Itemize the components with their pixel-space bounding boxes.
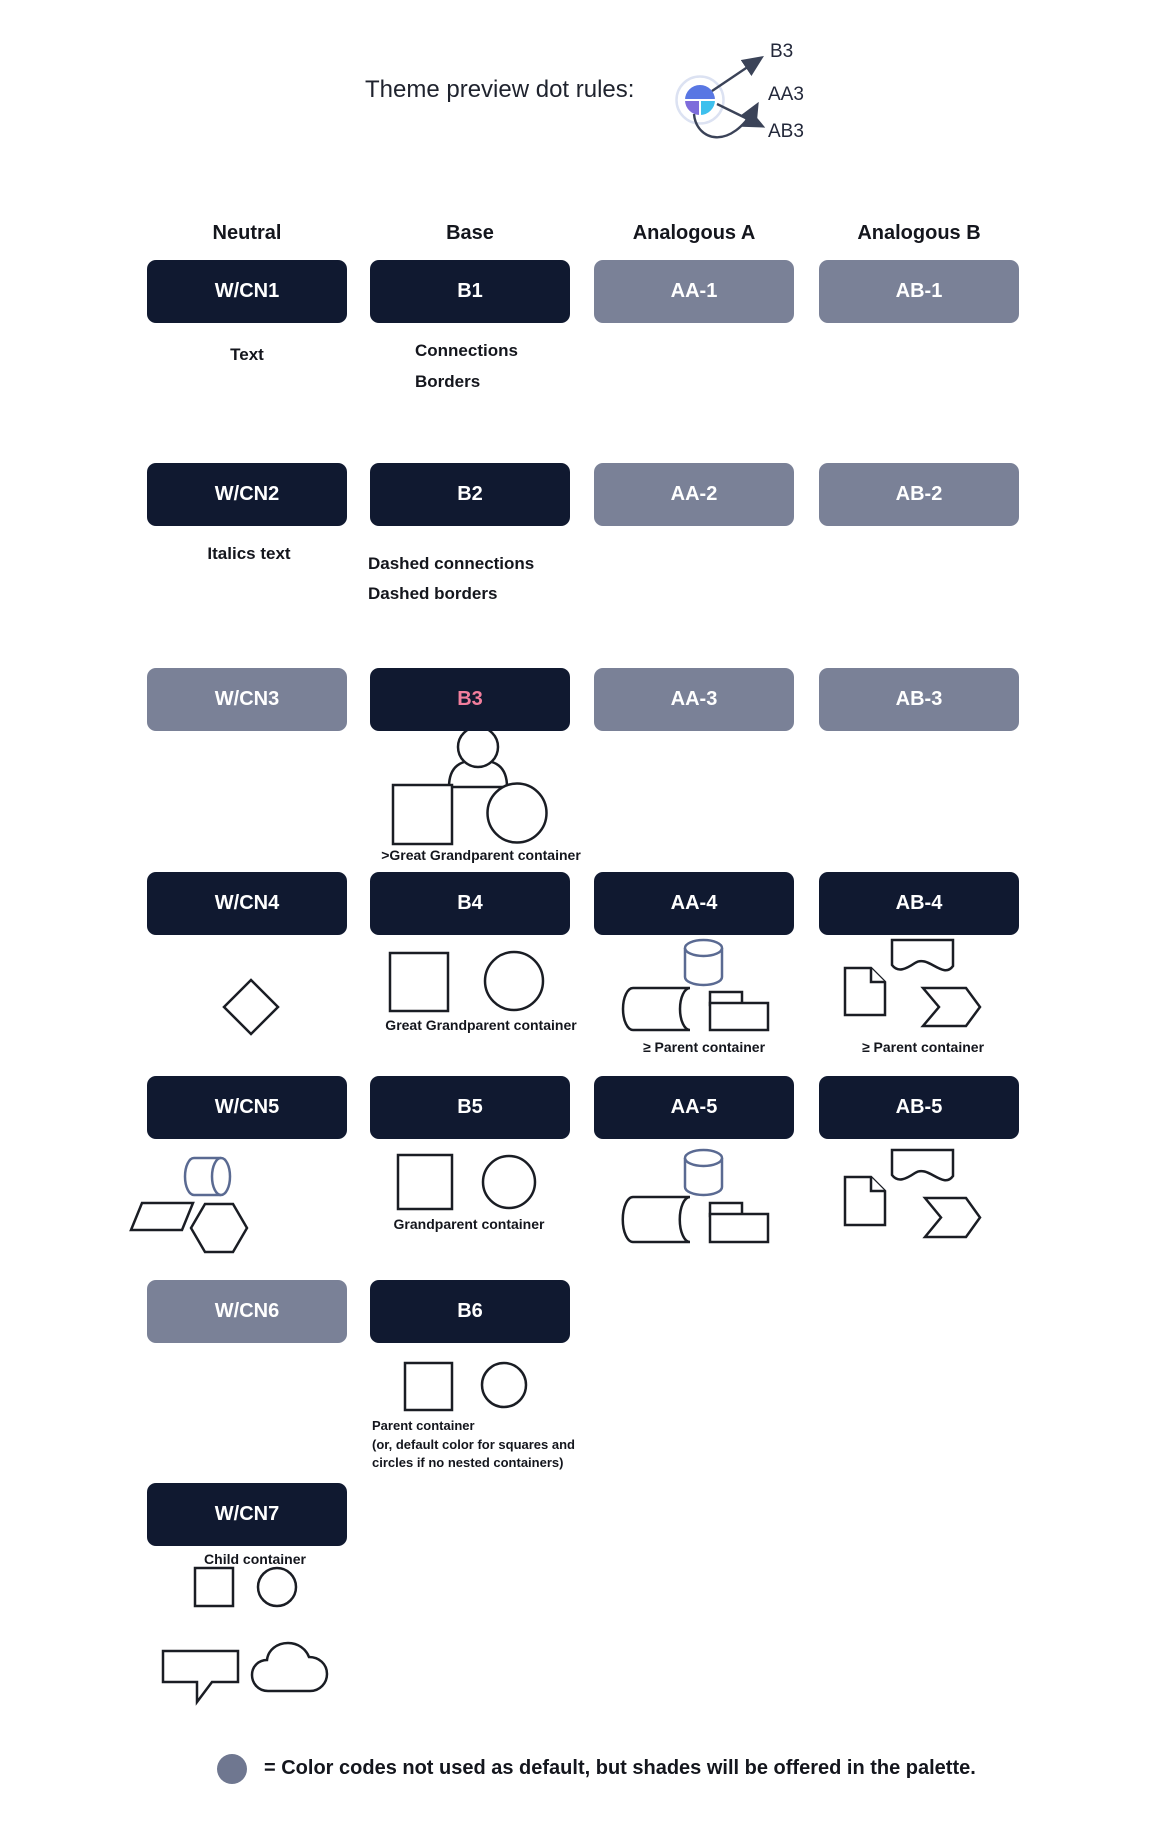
dot-segment-base [684,84,716,100]
swatch-ab3: AB-3 [819,668,1019,731]
ab5-shape-group [845,1150,980,1237]
note-aa4: ≥ Parent container [642,1039,766,1055]
legend-dot-icon [217,1754,247,1784]
swatch-aa2: AA-2 [594,463,794,526]
circle-shape [485,952,543,1010]
swatch-ab1: AB-1 [819,260,1019,323]
legend-text: = Color codes not used as default, but shades will be offered in the palette. [264,1757,976,1779]
note-b2-line1: Dashed connections [368,554,535,573]
square-shape [195,1568,233,1606]
note-wcn1: Text [230,345,264,364]
swatch-wcn3: W/CN3 [147,668,347,731]
parallelogram-shape [131,1203,193,1230]
dot-label-b3: B3 [770,41,794,62]
document-shape [845,968,885,1015]
column-header-neutral: Neutral [212,222,282,244]
person-head-icon [458,727,498,767]
square-shape [393,785,452,844]
hexagon-shape [191,1204,247,1252]
cloud-shape [252,1643,327,1691]
chevron-shape [925,1198,980,1237]
dot-label-ab3: AB3 [768,121,804,142]
person-icon [449,760,507,787]
square-shape [398,1155,452,1209]
folder-shape [710,992,768,1030]
swatch-aa4: AA-4 [594,872,794,935]
column-header-base: Base [446,222,494,244]
note-wcn7: Child container [204,1551,306,1567]
dot-ring [677,77,724,124]
circle-shape [482,1363,526,1407]
swatch-b3: B3 [370,668,570,731]
horizontal-cylinder-icon [185,1158,230,1195]
swatch-b4: B4 [370,872,570,935]
cylinder-icon [685,940,722,985]
arrow-to-aa3-icon [694,105,757,137]
page-title: Theme preview dot rules: [365,76,635,103]
stored-data-shape [623,988,690,1030]
swatch-ab5: AB-5 [819,1076,1019,1139]
swatch-wcn2: W/CN2 [147,463,347,526]
document-fold-icon [871,1177,885,1191]
cylinder-icon [685,1150,722,1195]
circle-shape [258,1568,296,1606]
swatch-b6: B6 [370,1280,570,1343]
b4-shape-group [390,952,543,1011]
column-header-analogous-b: Analogous B [857,222,981,244]
wave-flag-shape [892,940,953,970]
square-shape [405,1363,452,1410]
diamond-shape [224,980,278,1034]
note-b4: Great Grandparent container [385,1017,577,1033]
swatch-ab4: AB-4 [819,872,1019,935]
stored-data-shape [623,1197,690,1242]
wave-flag-shape [892,1150,953,1180]
swatch-ab2: AB-2 [819,463,1019,526]
circle-shape [483,1156,535,1208]
theme-preview-dot-icon [677,77,724,124]
dot-segment-analogous-a [684,100,700,116]
swatch-wcn7: W/CN7 [147,1483,347,1546]
ab4-shape-group [845,940,980,1026]
note-b2-line2: Dashed borders [368,584,498,603]
arrow-to-b3-icon [712,58,761,91]
note-wcn2: Italics text [207,544,291,563]
swatch-aa5: AA-5 [594,1076,794,1139]
note-b1-line2: Borders [415,372,481,391]
document-fold-icon [871,968,885,982]
dot-label-aa3: AA3 [768,84,804,105]
swatch-b2: B2 [370,463,570,526]
aa4-shape-group [623,940,768,1030]
swatch-wcn4: W/CN4 [147,872,347,935]
note-b6-line2: (or, default color for squares and [372,1437,575,1452]
note-b6-line1: Parent container [372,1418,475,1433]
wcn7-shape-group [163,1568,327,1702]
wcn5-shape-group [131,1158,247,1252]
swatch-aa3: AA-3 [594,668,794,731]
swatch-aa1: AA-1 [594,260,794,323]
b3-shape-group [393,727,547,844]
swatch-wcn1: W/CN1 [147,260,347,323]
swatch-wcn5: W/CN5 [147,1076,347,1139]
swatch-b1: B1 [370,260,570,323]
dot-segment-analogous-b [700,100,716,116]
column-header-analogous-a: Analogous A [632,222,756,244]
note-b1-line1: Connections [415,341,518,360]
aa5-shape-group [623,1150,768,1242]
dot-arrows [694,58,762,137]
swatch-b5: B5 [370,1076,570,1139]
note-b3: >Great Grandparent container [381,847,581,863]
document-shape [845,1177,885,1225]
b5-shape-group [398,1155,535,1209]
speech-bubble-shape [163,1651,238,1702]
note-ab4: ≥ Parent container [861,1039,985,1055]
note-b5: Grandparent container [393,1216,545,1232]
b6-shape-group [405,1363,526,1410]
folder-shape [710,1203,768,1242]
arrow-to-ab3-icon [717,104,762,126]
chevron-shape [923,988,980,1026]
swatch-wcn6: W/CN6 [147,1280,347,1343]
circle-shape [488,784,547,843]
square-shape [390,953,448,1011]
note-b6-line3: circles if no nested containers) [372,1455,564,1470]
